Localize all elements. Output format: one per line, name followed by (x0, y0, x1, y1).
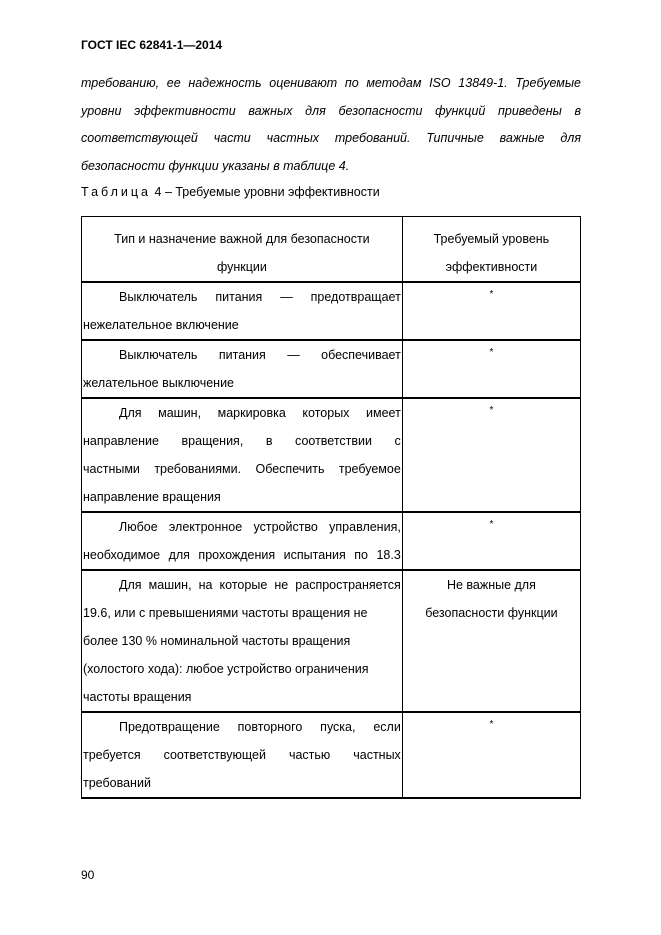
header-line: Тип и назначение важной для безопасности (114, 232, 370, 246)
table-caption-label: Таблица (81, 185, 152, 199)
function-line: требуется соответствующей частью частных (83, 748, 401, 762)
function-line: Для машин, маркировка которых имеет (119, 406, 401, 420)
level-cell (402, 712, 580, 798)
function-line: направление вращения, в соответствии с (83, 434, 401, 448)
table-caption-title: Требуемые уровни эффективности (175, 185, 380, 199)
document-code-header: ГОСТ IEC 62841-1—2014 (81, 38, 223, 52)
function-cell (82, 398, 403, 512)
table-caption-dash: – (164, 185, 172, 199)
level-cell (402, 282, 580, 340)
function-line: Любое электронное устройство управления, (119, 520, 401, 534)
function-line: более 130 % номинальной частоты вращения (83, 634, 351, 648)
function-line: Выключатель питания — предотвращает (119, 290, 401, 304)
page-number: 90 (81, 868, 95, 882)
level-marker: * (489, 519, 494, 530)
function-line: частоты вращения (83, 690, 192, 704)
function-line: необходимое для прохождения испытания по 18.3 (83, 548, 401, 562)
intro-paragraph (81, 70, 581, 180)
table-row (82, 512, 581, 570)
function-line: (холостого хода): любое устройство ограничения (83, 662, 369, 676)
level-marker: * (489, 405, 494, 416)
function-line: направление вращения (83, 490, 221, 504)
level-marker: * (489, 347, 494, 358)
paragraph-line: соответствующей части частных требований. Типичные важные для (81, 131, 581, 145)
level-cell (402, 398, 580, 512)
header-required-level (402, 217, 580, 283)
function-line: желательное выключение (83, 376, 235, 390)
function-cell (82, 512, 403, 570)
paragraph-line: безопасности функции указаны в таблице 4. (81, 158, 350, 173)
table-row (82, 340, 581, 398)
table-row (82, 712, 581, 798)
level-cell (402, 512, 580, 570)
level-cell (402, 570, 580, 712)
function-line: Выключатель питания — обеспечивает (119, 348, 401, 362)
level-cell (402, 340, 580, 398)
function-cell (82, 340, 403, 398)
header-line: функции (216, 260, 267, 274)
function-line: Предотвращение повторного пуска, если (119, 720, 401, 734)
level-marker: * (489, 719, 494, 730)
performance-levels-table (81, 216, 581, 799)
function-line: частными требованиями. Обеспечить требуемое (83, 462, 401, 476)
header-function-type (82, 217, 403, 283)
table-row (82, 282, 581, 340)
table-header-row (82, 217, 581, 283)
header-line: Требуемый уровень (433, 232, 550, 246)
table-row (82, 398, 581, 512)
table-caption (81, 185, 380, 199)
function-line: Для машин, на которые не распространяется (119, 578, 401, 592)
table-caption-number: 4 (154, 185, 162, 199)
header-line: эффективности (445, 260, 538, 274)
function-line: 19.6, или с превышениями частоты вращения не (83, 606, 368, 620)
function-line: требований (83, 776, 151, 790)
level-text: безопасности функции (425, 606, 558, 620)
function-line: нежелательное включение (83, 318, 239, 332)
table-row (82, 570, 581, 712)
paragraph-line: уровни эффективности важных для безопасности функций приведены в (81, 103, 581, 118)
level-text: Не важные для (446, 578, 536, 592)
function-cell (82, 712, 403, 798)
level-marker: * (489, 289, 494, 300)
paragraph-line: требованию, ее надежность оценивают по методам ISO 13849-1. Требуемые (81, 76, 581, 90)
function-cell (82, 282, 403, 340)
function-cell (82, 570, 403, 712)
